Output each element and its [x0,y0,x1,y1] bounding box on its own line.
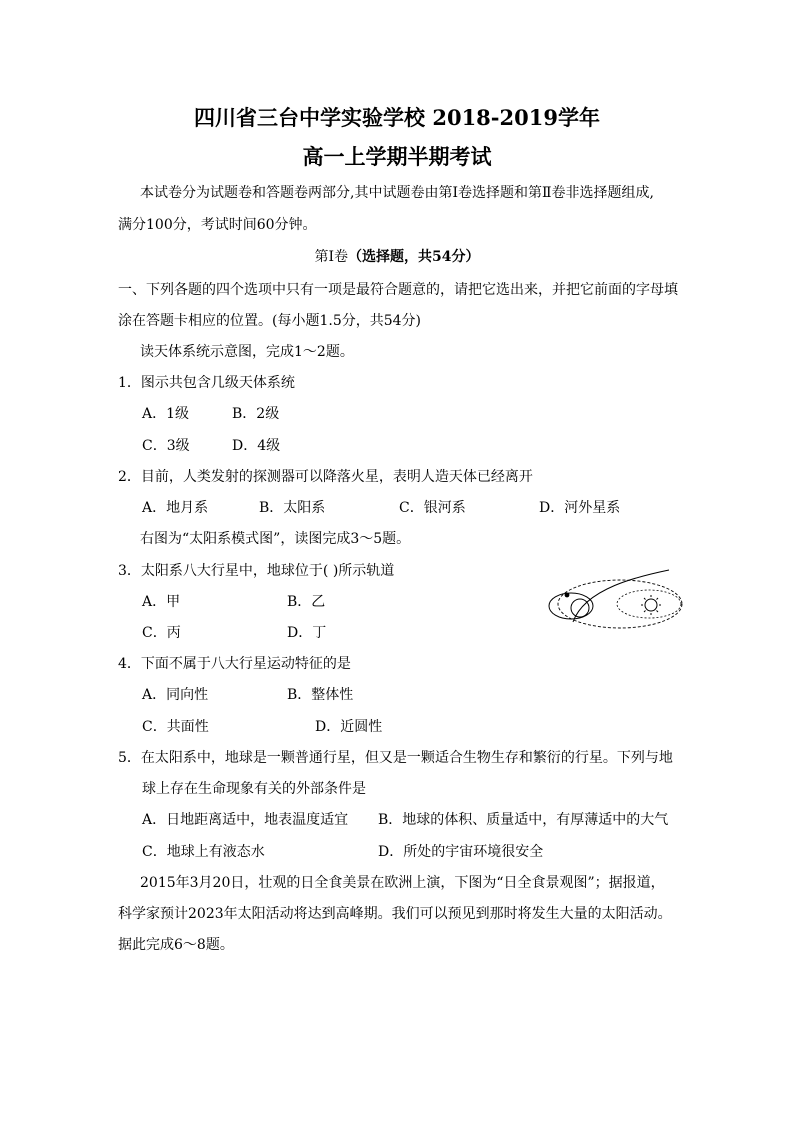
intro-line-2: 满分100分，考试时间60分钟。 [118,217,317,233]
q5-option-a: A．日地距离适中，地表温度适宜 [142,812,349,828]
q2-option-a: A．地月系 [142,500,209,516]
q4-option-c: C．共面性 [142,719,209,735]
exam-subtitle: 高一上学期半期考试 [302,144,492,169]
section-heading [0,247,794,267]
q1-stem: 1．图示共包含几级天体系统 [118,375,295,391]
q2-option-b: B．太阳系 [259,500,326,516]
exam-title: 四川省三台中学实验学校 2018-2019学年 [194,105,600,130]
q3-option-b: B．乙 [287,594,326,610]
q4-stem: 4．下面不属于八大行星运动特征的是 [118,656,351,672]
q3-option-d: D．丁 [287,625,327,641]
q5-stem-1: 5．在太阳系中，地球是一颗普通行星，但又是一颗适合生物生存和繁衍的行星。下列与地 [118,750,673,766]
prompt-q6-8-line-1: 2015年3月20日，壮观的日全食美景在欧洲上演，下图为“日全食景观图”；据报道， [140,875,665,891]
section-prefix: 第Ⅰ卷 [314,249,349,265]
solar-system-diagram [545,568,685,638]
intro-line-1: 本试卷分为试题卷和答题卷两部分,其中试题卷由第Ⅰ卷选择题和第Ⅱ卷非选择题组成, [140,185,654,201]
q2-option-d: D．河外星系 [539,500,621,516]
q3-option-c: C．丙 [142,625,181,641]
q2-stem: 2．目前，人类发射的探测器可以降落火星，表明人造天体已经离开 [118,469,533,485]
q1-option-b: B．2级 [232,406,280,422]
q1-option-a: A．1级 [142,406,190,422]
part-instructions-2: 涂在答题卡相应的位置。(每小题1.5分，共54分) [118,313,422,329]
q1-option-d: D．4级 [232,438,281,454]
q4-option-b: B．整体性 [287,687,354,703]
q5-option-c: C．地球上有液态水 [142,844,265,860]
part-instructions-1: 一、下列各题的四个选项中只有一项是最符合题意的，请把它选出来，并把它前面的字母填 [118,282,678,298]
q2-option-c: C．银河系 [399,500,466,516]
prompt-q3-5: 右图为“太阳系模式图”，读图完成3～5题。 [140,531,411,547]
prompt-q1-2: 读天体系统示意图，完成1～2题。 [140,344,354,360]
q4-option-d: D．近圆性 [315,719,383,735]
q3-option-a: A．甲 [142,594,181,610]
q1-option-c: C．3级 [142,438,190,454]
q3-stem: 3．太阳系八大行星中，地球位于( )所示轨道 [118,563,395,579]
prompt-q6-8-line-3: 据此完成6～8题。 [118,937,234,953]
q5-stem-2: 球上存在生命现象有关的外部条件是 [142,781,366,797]
q5-option-d: D．所处的宇宙环境很安全 [378,844,544,860]
section-bold: （选择题，共54分） [348,249,480,265]
q4-option-a: A．同向性 [142,687,209,703]
prompt-q6-8-line-2: 科学家预计2023年太阳活动将达到高峰期。我们可以预见到那时将发生大量的太阳活动。 [118,906,672,922]
q5-option-b: B．地球的体积、质量适中，有厚薄适中的大气 [378,812,669,828]
